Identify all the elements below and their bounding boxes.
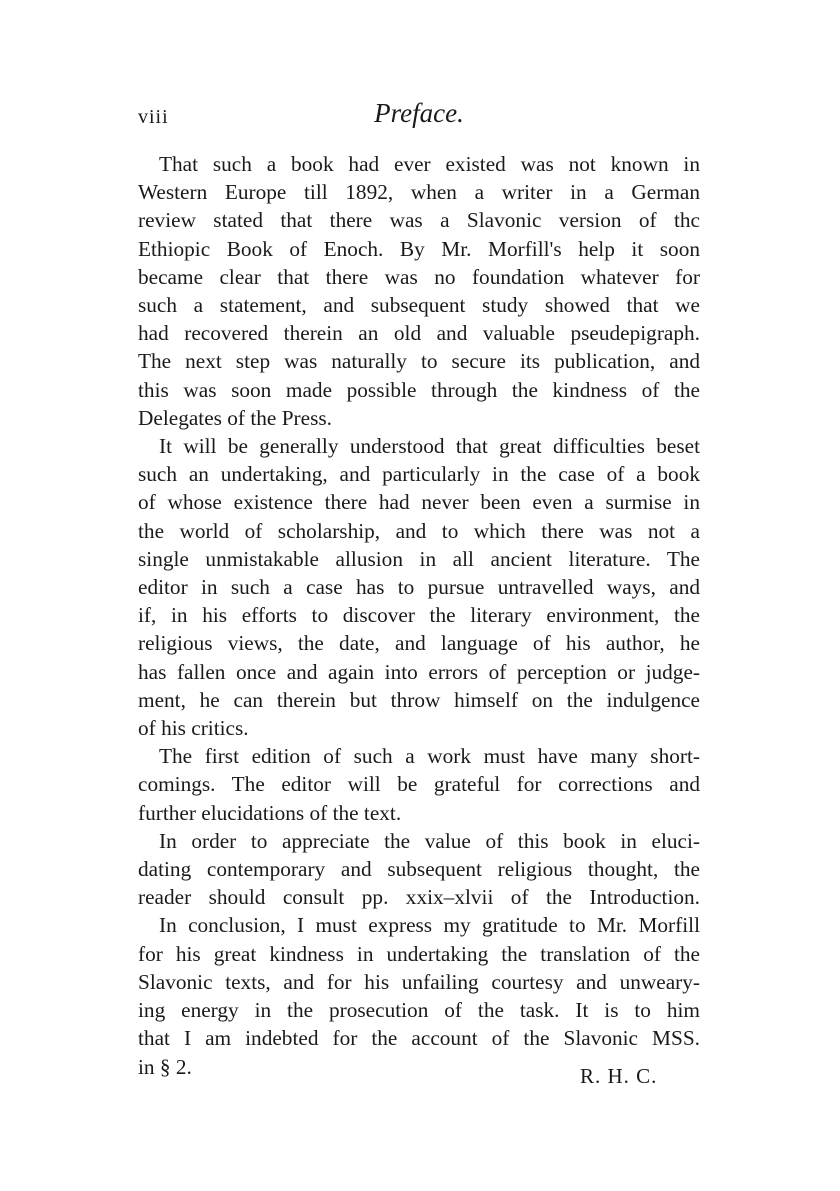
text-line: dating contemporary and subsequent religious thought, the <box>138 857 700 882</box>
paragraph-difficulties <box>138 432 700 742</box>
text-line: The next step was naturally to secure its publication, and <box>138 349 700 374</box>
text-line: In conclusion, I must express my gratitude to Mr. Morfill <box>159 913 700 938</box>
text-line: such an undertaking, and particularly in the case of a book <box>138 462 700 487</box>
text-line: Ethiopic Book of Enoch. By Mr. Morfill's help it soon <box>138 236 700 261</box>
text-line: Western Europe till 1892, when a writer in a German <box>138 180 700 205</box>
paragraph-discovery <box>138 150 700 432</box>
text-line: of his critics. <box>138 716 249 741</box>
text-line: Slavonic texts, and for his unfailing courtesy and unweary- <box>138 969 700 994</box>
text-line: further elucidations of the text. <box>138 800 402 825</box>
text-line: single unmistakable allusion in all ancient literature. The <box>138 546 700 571</box>
text-line: if, in his efforts to discover the literary environment, the <box>138 603 700 628</box>
text-line: had recovered therein an old and valuable pseudepigraph. <box>138 321 700 346</box>
page-header <box>138 98 700 138</box>
preface-body <box>138 150 700 1081</box>
text-line: The first edition of such a work must have many short- <box>159 744 700 769</box>
paragraph-first-edition <box>138 742 700 827</box>
paragraph-value <box>138 827 700 912</box>
text-line: for his great kindness in undertaking the translation of the <box>138 941 700 966</box>
text-line: has fallen once and again into errors of perception or judge- <box>138 659 700 684</box>
running-title: Preface. <box>374 98 464 128</box>
text-line: that I am indebted for the account of the Slavonic MSS. <box>138 1026 700 1051</box>
text-line: of whose existence there had never been even a surmise in <box>138 490 700 515</box>
text-line: the world of scholarship, and to which there was not a <box>138 518 700 543</box>
text-line: Delegates of the Press. <box>138 405 332 430</box>
text-line: this was soon made possible through the kindness of the <box>138 377 700 402</box>
text-line: such a statement, and subsequent study showed that we <box>138 293 700 318</box>
text-line: ing energy in the prosecution of the task. It is to him <box>138 998 700 1023</box>
page-number: viii <box>138 106 169 128</box>
text-line: review stated that there was a Slavonic version of thc <box>138 208 700 233</box>
author-initials: R. H. C. <box>580 1064 658 1088</box>
text-line: religious views, the date, and language of his author, he <box>138 631 700 656</box>
text-line: comings. The editor will be grateful for corrections and <box>138 772 700 797</box>
text-line: editor in such a case has to pursue untravelled ways, and <box>138 575 700 600</box>
book-page <box>138 98 700 1081</box>
text-line: reader should consult pp. xxix–xlvii of the Introduction. <box>138 885 700 910</box>
text-line: ment, he can therein but throw himself on the indulgence <box>138 687 700 712</box>
text-line: It will be generally understood that great difficulties beset <box>159 434 700 459</box>
text-line: became clear that there was no foundation whatever for <box>138 264 700 289</box>
text-line: In order to appreciate the value of this book in eluci- <box>159 828 700 853</box>
paragraph-conclusion <box>138 911 700 1080</box>
text-line: in § 2. <box>138 1054 192 1079</box>
text-line: That such a book had ever existed was not known in <box>159 152 700 176</box>
